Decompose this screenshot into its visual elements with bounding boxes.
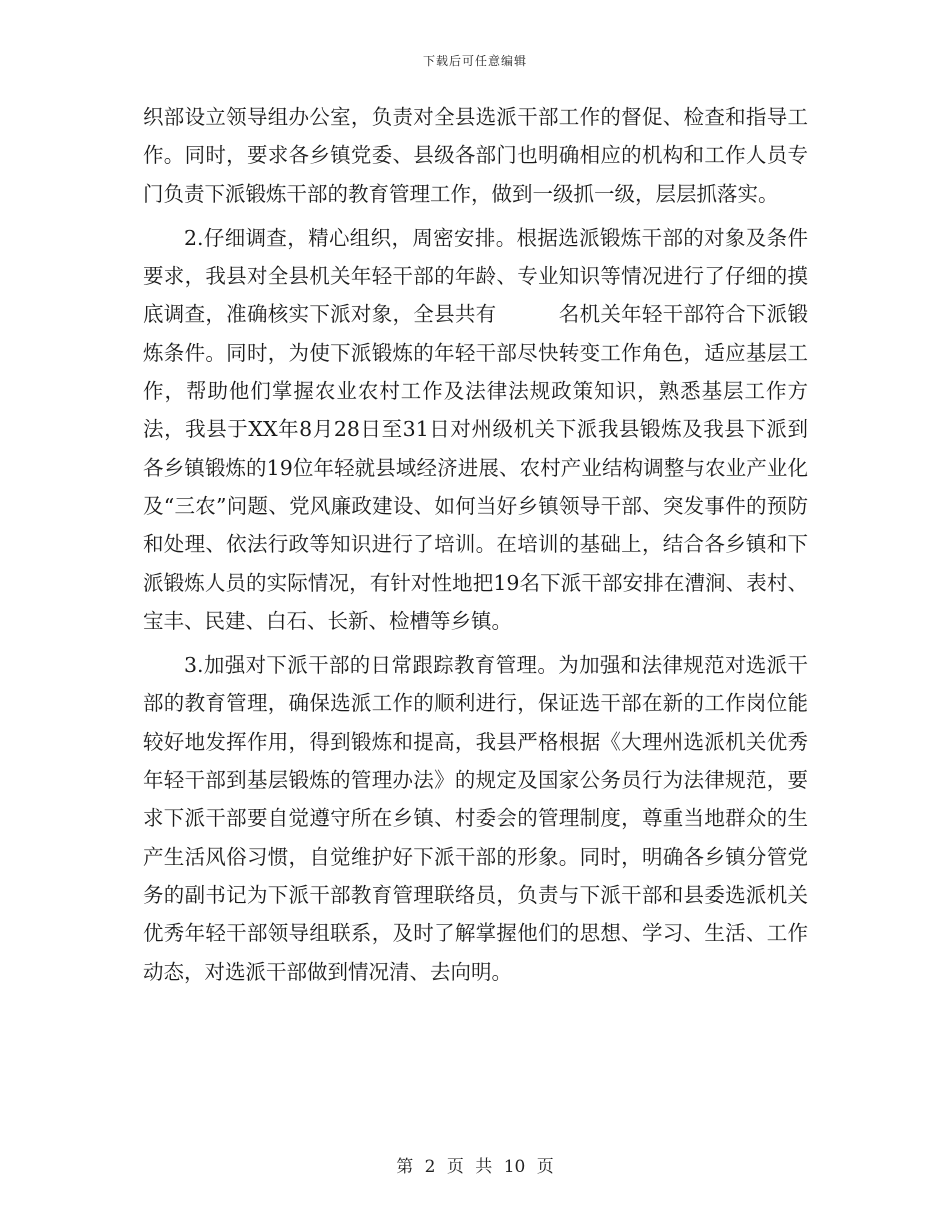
paragraph-item-3: 3.加强对下派干部的日常跟踪教育管理。为加强和法律规范对选派干部的教育管理，确保选派工作的顺利进行，保证选干部在新的工作岗位能较好地发挥作用，得到锻炼和提高，我县严格根据《大理州选派机关优秀年轻干部到基层锻炼的管理办法》的规定及国家公务员行为法律规范，要求下派干部要自觉遵守所在乡镇、村委会的管理制度，尊重当地群众的生产生活风俗习惯，自觉维护好下派干部的形象。同时，明确各乡镇分管党务的副书记为下派干部教育管理联络员，负责与下派干部和县委选派机关优秀年轻干部领导组联系，及时了解掌握他们的思想、学习、生活、工作动态，对选派干部做到情况清、去向明。 bbox=[143, 653, 808, 984]
paragraph-continuation: 织部设立领导组办公室，负责对全县选派干部工作的督促、检查和指导工作。同时，要求各乡镇党委、县级各部门也明确相应的机构和工作人员专门负责下派锻炼干部的教育管理工作，做到一级抓一级，层层抓落实。 bbox=[143, 105, 808, 206]
paragraph-item-2: 2.仔细调查，精心组织，周密安排。根据选派锻炼干部的对象及条件要求，我县对全县机关年轻干部的年龄、专业知识等情况进行了仔细的摸底调查，准确核实下派对象，全县共有 名机关年轻干部符合下派锻炼条件。同时，为使下派锻炼的年轻干部尽快转变工作角色，适应基层工作，帮助他们掌握农业农村工作及法律法规政策知识，熟悉基层工作方法，我县于XX年8月28日至31日对州级机关下派我县锻炼及我县下派到各乡镇锻炼的19位年轻就县域经济进展、农村产业结构调整与农业产业化及“三农”问题、党风廉政建设、如何当好乡镇领导干部、突发事件的预防和处理、依法行政等知识进行了培训。在培训的基础上，结合各乡镇和下派锻炼人员的实际情况，有针对性地把19名下派干部安排在漕涧、表村、宝丰、民建、白石、长新、检槽等乡镇。 bbox=[143, 225, 808, 633]
page-header: 下载后可任意编辑 bbox=[422, 54, 527, 68]
page-footer: 第 2 页 共 10 页 bbox=[396, 1157, 554, 1177]
document-body bbox=[143, 98, 808, 991]
